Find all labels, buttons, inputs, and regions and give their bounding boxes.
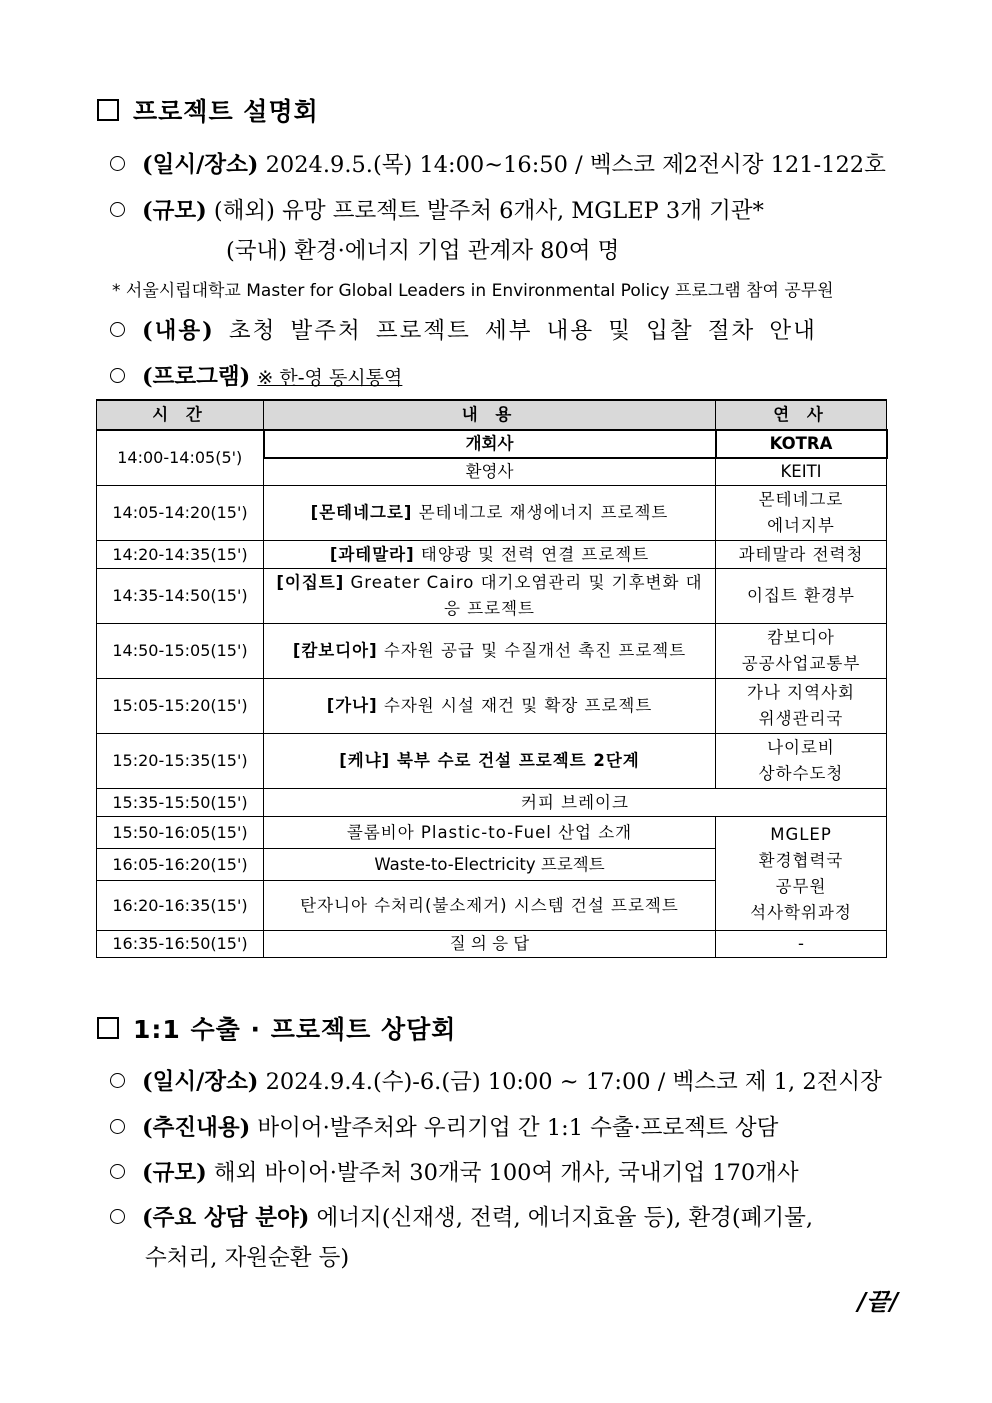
- circle-bullet-icon: [110, 1164, 125, 1179]
- bullet-label: (주요 상담 분야): [142, 1205, 310, 1231]
- content-cell: 콜롬비아 Plastic-to-Fuel 산업 소개: [264, 817, 716, 849]
- country-tag: [캄보디아]: [292, 641, 378, 660]
- coffee-break-cell: 커피 브레이크: [264, 789, 887, 817]
- table-row: [97, 624, 887, 679]
- circle-bullet-icon: [110, 1119, 125, 1134]
- bullet-label: (규모): [142, 198, 207, 224]
- bullet-consult-fields: [110, 1200, 813, 1232]
- bullet-scale: [110, 193, 764, 225]
- time-cell: 14:00-14:05(5'): [97, 430, 264, 486]
- bullet-text: 2024.9.4.(수)-6.(금) 10:00 ~ 17:00 / 벡스코 제 1, 2전시장: [265, 1069, 882, 1095]
- time-cell: 16:35-16:50(15'): [97, 931, 264, 958]
- header-content: 내 용: [264, 400, 716, 430]
- content-cell: 질 의 응 답: [264, 931, 716, 958]
- speaker-cell: KOTRA: [716, 430, 887, 458]
- end-mark: /끝/: [857, 1287, 898, 1316]
- time-cell: 14:50-15:05(15'): [97, 624, 264, 679]
- table-row: [97, 541, 887, 569]
- bullet-scale-domestic: (국내) 환경·에너지 기업 관계자 80여 명: [226, 238, 620, 264]
- program-schedule-table: [96, 399, 888, 958]
- content-cell: [몬테네그로] 몬테네그로 재생에너지 프로젝트: [264, 486, 716, 541]
- table-row: [97, 486, 887, 541]
- speaker-cell: 가나 지역사회 위생관리국: [716, 679, 887, 734]
- header-speaker: 연 사: [716, 400, 887, 430]
- bullet-label: (규모): [142, 1160, 207, 1186]
- speaker-cell: 몬테네그로 에너지부: [716, 486, 887, 541]
- table-header-row: [97, 400, 887, 430]
- bullet-label: (일시/장소): [142, 1069, 259, 1095]
- circle-bullet-icon: [110, 1073, 125, 1088]
- time-cell: 14:20-14:35(15'): [97, 541, 264, 569]
- table-row: [97, 931, 887, 958]
- country-tag: [몬테네그로]: [310, 503, 413, 522]
- bullet-label: (내용): [142, 318, 215, 344]
- content-cell: 개회사: [264, 430, 716, 458]
- bullet-text: 에너지(신재생, 전력, 에너지효율 등), 환경(폐기물,: [316, 1205, 814, 1231]
- content-cell: [과테말라] 태양광 및 전력 연결 프로젝트: [264, 541, 716, 569]
- content-cell: 탄자니아 수처리(불소제거) 시스템 건설 프로젝트: [264, 881, 716, 931]
- bullet-consult-fields-continued: 수처리, 자원순환 등): [145, 1245, 350, 1271]
- bullet-datetime-venue: [110, 1064, 882, 1096]
- speaker-cell: 나이로비 상하수도청: [716, 734, 887, 789]
- bullet-text: 초청 발주처 프로젝트 세부 내용 및 입찰 절차 안내: [228, 318, 817, 344]
- time-cell: 14:35-14:50(15'): [97, 569, 264, 624]
- bullet-text: 2024.9.5.(목) 14:00~16:50 / 벡스코 제2전시장 121-122호: [265, 152, 886, 178]
- checkbox-square-icon: [97, 99, 119, 121]
- bullet-label: (추진내용): [142, 1115, 251, 1141]
- interpretation-note: ※ 한-영 동시통역: [257, 367, 403, 389]
- speaker-cell: 과테말라 전력청: [716, 541, 887, 569]
- content-cell: 환영사: [264, 458, 716, 486]
- section-heading-consultation: 1:1 수출 · 프로젝트 상담회: [97, 1010, 456, 1046]
- country-tag: [과테말라]: [329, 544, 415, 564]
- circle-bullet-icon: [110, 322, 125, 337]
- bullet-text: 바이어·발주처와 우리기업 간 1:1 수출·프로젝트 상담: [257, 1115, 779, 1141]
- table-row: [97, 734, 887, 789]
- speaker-cell: 이집트 환경부: [716, 569, 887, 624]
- section-heading-briefing: 프로젝트 설명회: [97, 92, 319, 128]
- country-tag: [가나]: [326, 696, 378, 715]
- speaker-cell: -: [716, 931, 887, 958]
- bullet-label: (일시/장소): [142, 152, 259, 178]
- bullet-program: [110, 359, 402, 391]
- table-row: [97, 789, 887, 817]
- checkbox-square-icon: [97, 1017, 119, 1039]
- circle-bullet-icon: [110, 368, 125, 383]
- time-cell: 16:20-16:35(15'): [97, 881, 264, 931]
- table-row: [97, 430, 887, 458]
- circle-bullet-icon: [110, 1209, 125, 1224]
- bullet-text: 해외 바이어·발주처 30개국 100여 개사, 국내기업 170개사: [213, 1160, 799, 1186]
- time-cell: 14:05-14:20(15'): [97, 486, 264, 541]
- time-cell: 15:35-15:50(15'): [97, 789, 264, 817]
- time-cell: 16:05-16:20(15'): [97, 849, 264, 881]
- table-row: [97, 569, 887, 624]
- content-cell: [이집트] Greater Cairo 대기오염관리 및 기후변화 대응 프로젝트: [264, 569, 716, 624]
- time-cell: 15:05-15:20(15'): [97, 679, 264, 734]
- time-cell: 15:50-16:05(15'): [97, 817, 264, 849]
- header-time: 시 간: [97, 400, 264, 430]
- country-tag: [이집트]: [276, 573, 345, 592]
- speaker-cell: 캄보디아 공공사업교통부: [716, 624, 887, 679]
- bullet-agenda: [110, 1110, 778, 1142]
- speaker-cell-mglep: MGLEP 환경협력국 공무원 석사학위과정: [716, 817, 887, 931]
- table-row: [97, 817, 887, 849]
- content-cell: [캄보디아] 수자원 공급 및 수질개선 촉진 프로젝트: [264, 624, 716, 679]
- speaker-cell: KEITI: [716, 458, 887, 486]
- circle-bullet-icon: [110, 202, 125, 217]
- bullet-content: [110, 313, 817, 345]
- bullet-label: (프로그램): [142, 364, 251, 390]
- bullet-datetime-venue: [110, 147, 886, 179]
- bullet-text: (해외) 유망 프로젝트 발주처 6개사, MGLEP 3개 기관*: [213, 198, 764, 224]
- country-tag: [케냐]: [339, 751, 391, 770]
- content-cell: Waste-to-Electricity 프로젝트: [264, 849, 716, 881]
- table-row: [97, 679, 887, 734]
- circle-bullet-icon: [110, 156, 125, 171]
- time-cell: 15:20-15:35(15'): [97, 734, 264, 789]
- content-cell: [가나] 수자원 시설 재건 및 확장 프로젝트: [264, 679, 716, 734]
- content-cell: [케냐] 북부 수로 건설 프로젝트 2단계: [264, 734, 716, 789]
- bullet-scale: [110, 1155, 799, 1187]
- footnote: * 서울시립대학교 Master for Global Leaders in Environmental Policy 프로그램 참여 공무원: [112, 281, 834, 301]
